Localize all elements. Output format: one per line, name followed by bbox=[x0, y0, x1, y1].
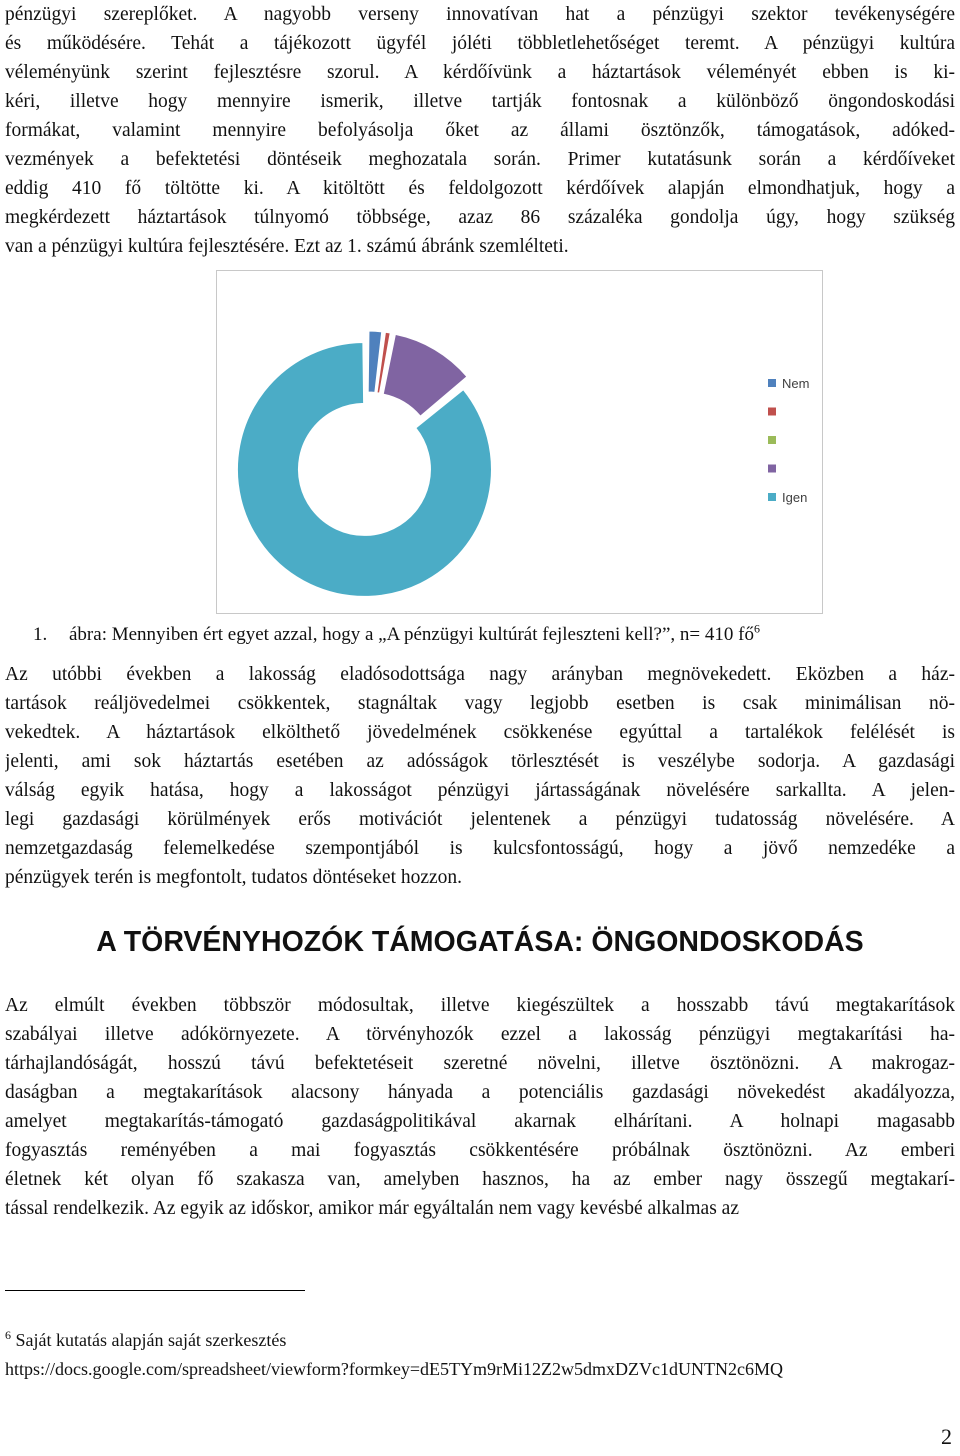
paragraph-line: kéri, illetve hogy mennyire ismerik, illetve tartják fontosnak a különböző öngondoskodási bbox=[5, 91, 955, 112]
paragraph-line: vekedtek. A háztartások elkölthető jövedelmének csökkenése egyúttal a tartalékok felélését is bbox=[5, 722, 955, 743]
section-heading: A TÖRVÉNYHOZÓK TÁMOGATÁSA: ÖNGONDOSKODÁS bbox=[96, 926, 864, 958]
debt-paragraph bbox=[5, 660, 955, 892]
paragraph-line: vezmények a befektetési döntéseik meghozatala során. Primer kutatásunk során a kérdőíveket bbox=[5, 149, 955, 170]
figure-caption bbox=[5, 622, 955, 648]
paragraph-line: formákat, valamint mennyire befolyásolja őket az állami ösztönzők, támogatások, adóked- bbox=[5, 120, 955, 141]
paragraph-line: daságban a megtakarítások alacsony hányada a potenciális gazdasági növekedést akadályozza, bbox=[5, 1082, 955, 1103]
paragraph-line: jelenti, ami sok háztartás esetében az adósságok törlesztését is veszélybe sodorja. A gazdasági bbox=[5, 751, 955, 772]
paragraph-line: nemzetgazdaság felemelkedése szempontjából is kulcsfontosságú, hogy a jövő nemzedéke a bbox=[5, 838, 955, 859]
paragraph-line: szabályai illetve adókörnyezete. A törvényhozók ezzel a lakosság pénzügyi megtakarítási ha- bbox=[5, 1024, 955, 1045]
paragraph-line: eddig 410 fő töltötte ki. A kitöltött és feldolgozott kérdőívek alapján elmondhatjuk, hogy a bbox=[5, 178, 955, 199]
legend-swatch bbox=[768, 465, 776, 473]
paragraph-line: véleményünk szerint fejlesztésre szorul. A kérdőívünk a háztartások véleményét ebben is ki- bbox=[5, 62, 955, 83]
paragraph-line: tartások reáljövedelmei csökkentek, stagnáltak vagy legjobb esetben is csak minimálisan nö- bbox=[5, 693, 955, 714]
legend-swatch bbox=[768, 408, 776, 416]
legend-swatch bbox=[768, 379, 776, 387]
legend-label: Igen bbox=[782, 490, 808, 505]
footnote bbox=[5, 1329, 286, 1351]
legend-label: Nem bbox=[782, 376, 810, 391]
paragraph-line: tárhajlandóságát, hosszú távú befektetéseit szeretné növelni, illetve ösztönözni. A makrogaz- bbox=[5, 1053, 955, 1074]
caption-footnote-ref: 6 bbox=[753, 621, 760, 636]
footnote-separator bbox=[5, 1290, 305, 1291]
paragraph-line: megkérdezett háztartások túlnyomó többsége, azaz 86 százaléka gondolja úgy, hogy szükség bbox=[5, 207, 955, 228]
paragraph-line: Az utóbbi években a lakosság eladósodottsága nagy arányban megnövekedett. Eközben a ház- bbox=[5, 664, 955, 685]
paragraph-line: Az elmúlt években többször módosultak, illetve kiegészültek a hosszabb távú megtakarítások bbox=[5, 995, 955, 1016]
paragraph-line: tással rendelkezik. Az egyik az időskor, amikor már egyáltalán nem vagy kevésbé alkalmas az bbox=[5, 1198, 739, 1219]
chart-canvas bbox=[217, 271, 822, 613]
caption-text: ábra: Mennyiben ért egyet azzal, hogy a „A pénzügyi kultúrát fejleszteni kell?”, n= 410 fő bbox=[69, 624, 754, 645]
legend-swatch bbox=[768, 493, 776, 501]
legend-swatch bbox=[768, 436, 776, 444]
paragraph-line: és működésére. Tehát a tájékozott ügyfél jóléti többletlehetőséget teremt. A pénzügyi kultúra bbox=[5, 33, 955, 54]
paragraph-line: válság egyik hatása, hogy a lakosságot pénzügyi jártasságának növelésére sarkallta. A jelen- bbox=[5, 780, 955, 801]
footnote-text: Saját kutatás alapján saját szerkesztés bbox=[15, 1330, 287, 1350]
paragraph-line: fogyasztás reményében a mai fogyasztás csökkentésére próbálnak ösztönözni. Az emberi bbox=[5, 1140, 955, 1161]
paragraph-line: van a pénzügyi kultúra fejlesztésére. Ezt az 1. számú ábránk szemlélteti. bbox=[5, 236, 569, 257]
intro-paragraph bbox=[5, 0, 955, 261]
paragraph-line: pénzügyek terén is megfontolt, tudatos döntéseket hozzon. bbox=[5, 867, 463, 888]
paragraph-line: pénzügyi szereplőket. A nagyobb verseny innovatívan hat a pénzügyi szektor tevékenységére bbox=[5, 4, 955, 25]
footnote-url[interactable]: https://docs.google.com/spreadsheet/viewform?formkey=dE5TYm9rMi12Z2w5dmxDZVc1dUNTN2c6MQ bbox=[5, 1359, 783, 1379]
paragraph-line: amelyet megtakarítás-támogató gazdaságpolitikával akarnak elhárítani. A holnapi magasabb bbox=[5, 1111, 955, 1132]
caption-number: 1. bbox=[33, 624, 48, 645]
paragraph-line: legi gazdasági körülmények erős motivációt jelentenek a pénzügyi tudatosság növelésére. A bbox=[5, 809, 955, 830]
legislation-paragraph bbox=[5, 991, 955, 1223]
footnote-ref: 6 bbox=[5, 1328, 11, 1342]
page-number: 2 bbox=[941, 1424, 952, 1449]
paragraph-line: életnek két olyan fő szakasza van, amelyben hasznos, ha az ember nagy összegű megtakarí- bbox=[5, 1169, 955, 1190]
doughnut-chart bbox=[216, 270, 823, 614]
